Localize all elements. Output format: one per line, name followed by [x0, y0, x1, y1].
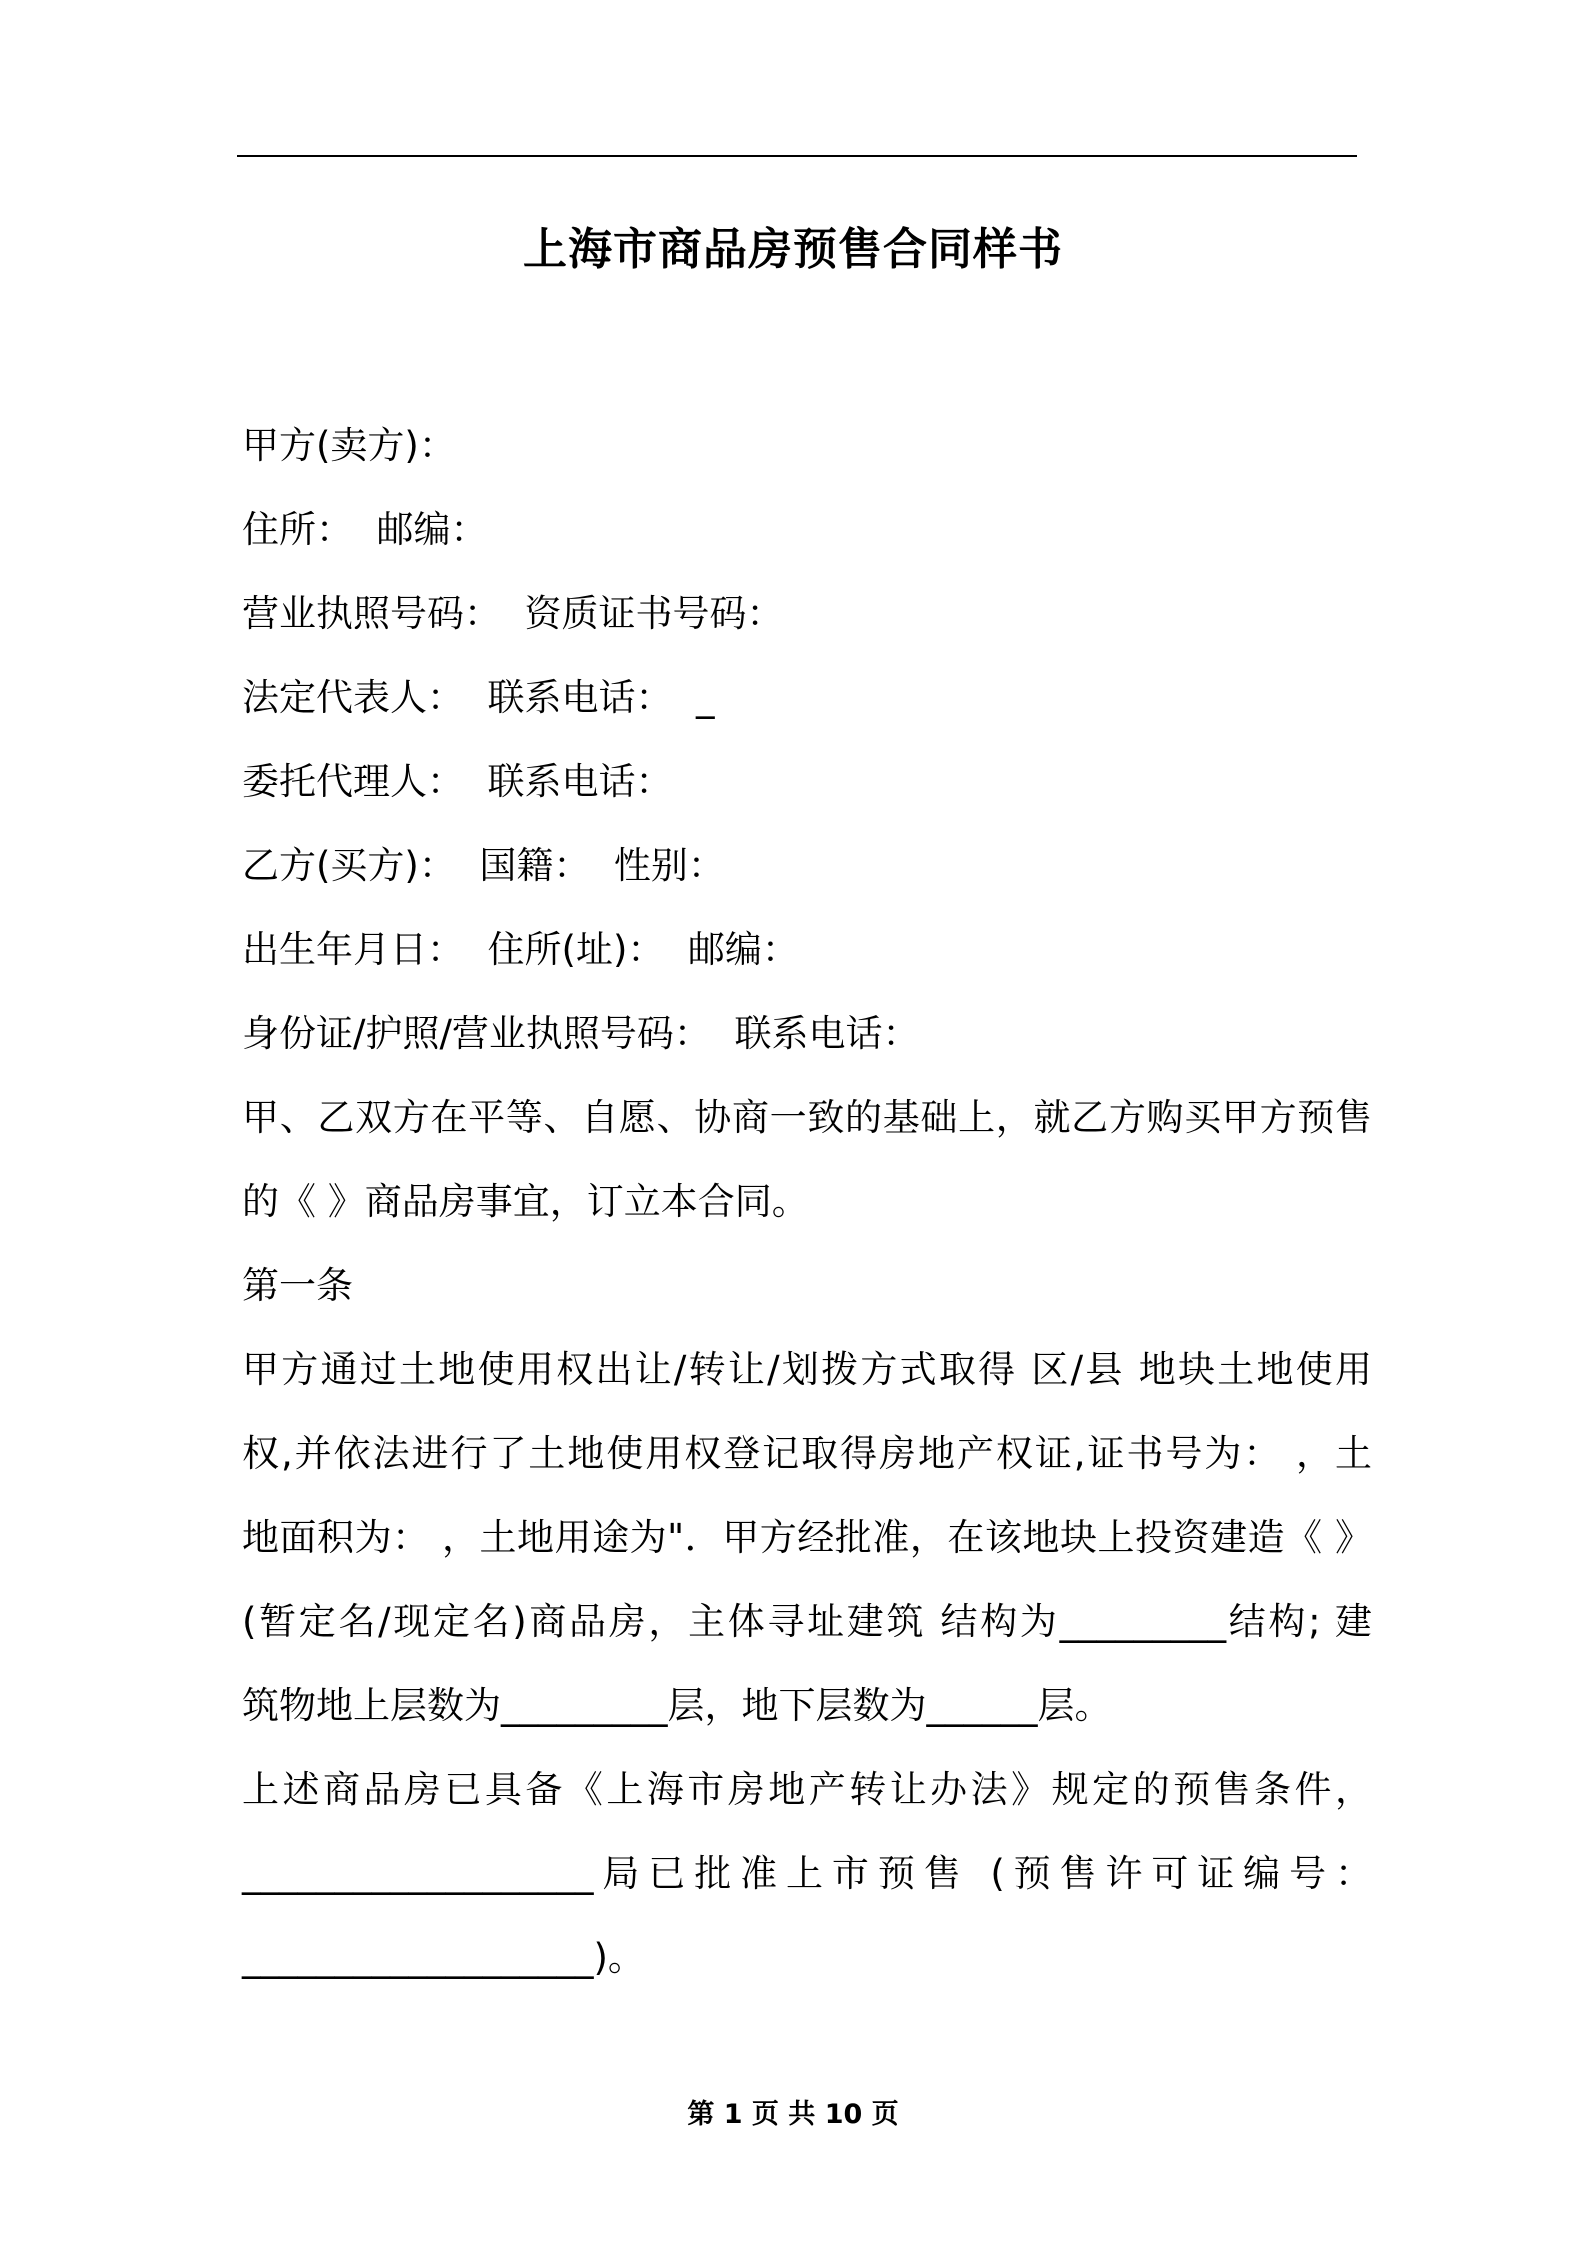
license-line: 营业执照号码： 资质证书号码： [242, 592, 784, 635]
address-line: 住所： 邮编： [242, 508, 488, 551]
preamble-line-2: 的《 》商品房事宜，订立本合同。 [242, 1180, 809, 1223]
document-title: 上海市商品房预售合同样书 [523, 224, 1063, 275]
presale-line-3: ___________________)。 [242, 1936, 645, 1979]
presale-line-2: ___________________局已批准上市预售 (预售许可证编号： [242, 1852, 1372, 1895]
legal-rep-line: 法定代表人： 联系电话： _ [242, 676, 715, 719]
article-text-line-5: 筑物地上层数为_________层，地下层数为______层。 [242, 1684, 1112, 1727]
party-b-line: 乙方(买方)： 国籍： 性别： [242, 844, 725, 887]
presale-line-1: 上述商品房已具备《上海市房地产转让办法》规定的预售条件， [242, 1768, 1372, 1811]
page-footer: 第 1 页 共 10 页 [687, 2099, 899, 2130]
article-heading: 第一条 [242, 1264, 353, 1307]
birth-line: 出生年月日： 住所(址)： 邮编： [242, 928, 799, 971]
document-body [242, 404, 1372, 2000]
agent-line: 委托代理人： 联系电话： [242, 760, 673, 803]
article-text-line-1: 甲方通过土地使用权出让/转让/划拨方式取得 区/县 地块土地使用 [242, 1348, 1372, 1391]
article-text-line-4: (暂定名/现定名)商品房，主体寻址建筑 结构为_________结构; 建 [242, 1600, 1372, 1643]
preamble-line-1: 甲、乙双方在平等、自愿、协商一致的基础上，就乙方购买甲方预售 [242, 1096, 1372, 1139]
id-line: 身份证/护照/营业执照号码： 联系电话： [242, 1012, 920, 1055]
party-a-line: 甲方(卖方)： [242, 424, 456, 467]
article-text-line-2: 权,并依法进行了土地使用权登记取得房地产权证,证书号为： ，土 [242, 1432, 1372, 1475]
article-text-line-3: 地面积为： ，土地用途为"．甲方经批准，在该地块上投资建造《 》 [242, 1516, 1372, 1559]
header-rule [237, 155, 1357, 157]
